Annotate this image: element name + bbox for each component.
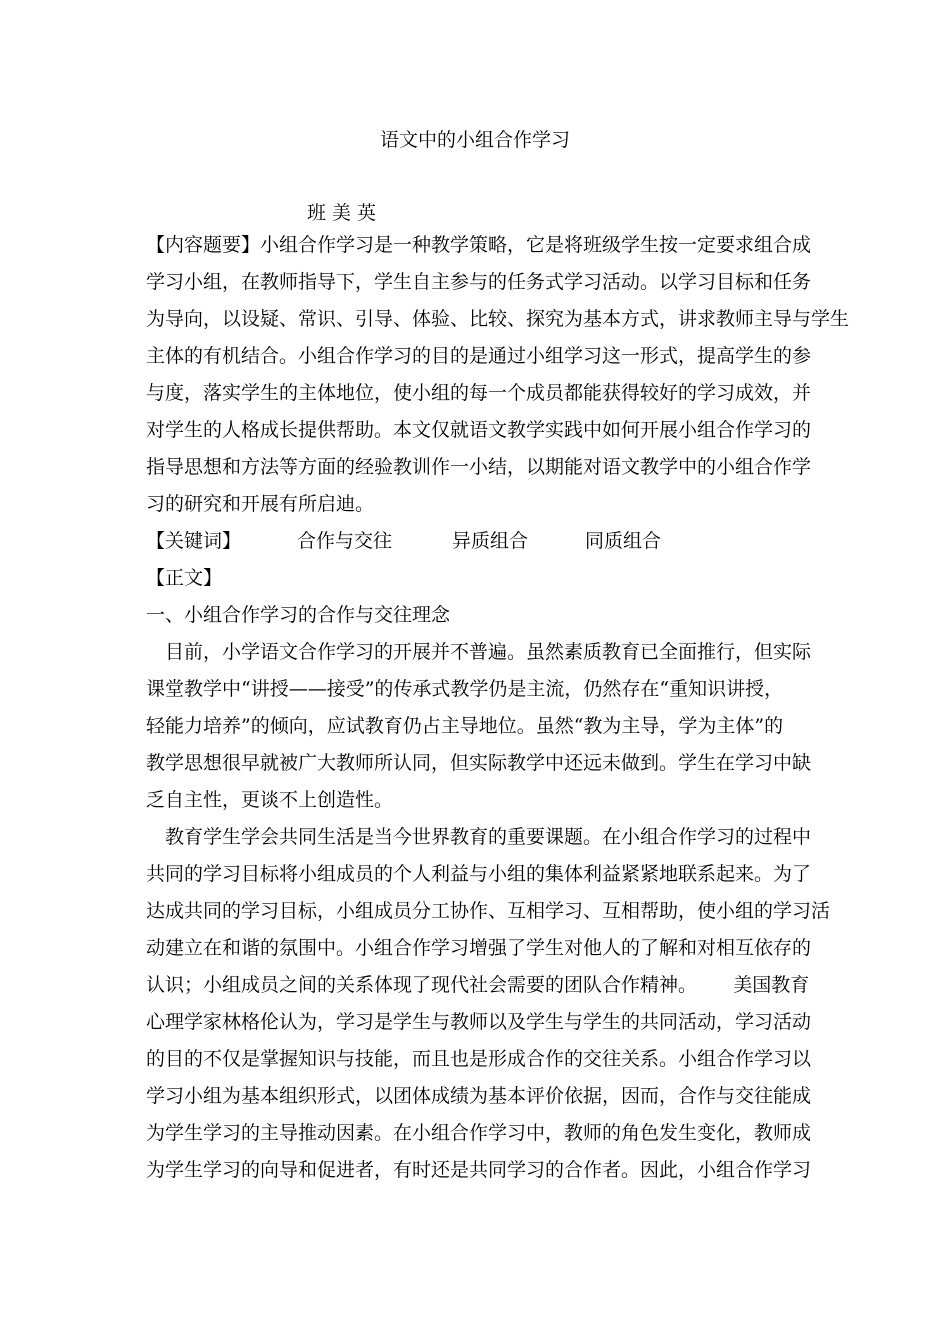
keywords-label: 【关键词】	[146, 530, 242, 552]
paragraph-line: 为学生学习的向导和促进者，有时还是共同学习的合作者。因此，小组合作学习	[146, 1159, 812, 1181]
paragraph-line: 认识；小组成员之间的关系体现了现代社会需要的团队合作精神。 美国教育	[146, 974, 810, 996]
abstract-line: 对学生的人格成长提供帮助。本文仅就语文教学实践中如何开展小组合作学习的	[146, 419, 812, 441]
paragraph-line: 达成共同的学习目标，小组成员分工协作、互相学习、互相帮助，使小组的学习活	[146, 900, 831, 922]
paragraph-line: 学习小组为基本组织形式，以团体成绩为基本评价依据，因而，合作与交往能成	[146, 1085, 812, 1107]
paragraph-line: 共同的学习目标将小组成员的个人利益与小组的集体利益紧紧地联系起来。为了	[146, 863, 812, 885]
paragraph-line: 教学思想很早就被广大教师所认同，但实际教学中还远未做到。学生在学习中缺	[146, 752, 812, 774]
abstract-line: 主体的有机结合。小组合作学习的目的是通过小组学习这一形式，提高学生的参	[146, 345, 812, 367]
keyword-item: 异质组合	[452, 530, 529, 552]
paragraph-line: 乏自主性，更谈不上创造性。	[146, 789, 394, 811]
paragraph-line: 的目的不仅是掌握知识与技能，而且也是形成合作的交往关系。小组合作学习以	[146, 1048, 812, 1070]
body-label: 【正文】	[146, 567, 223, 589]
abstract-line: 为导向，以设疑、常识、引导、体验、比较、探究为基本方式，讲求教师主导与学生	[146, 308, 850, 330]
abstract-line: 学习小组，在教师指导下，学生自主参与的任务式学习活动。以学习目标和任务	[146, 271, 812, 293]
abstract-line: 【内容题要】小组合作学习是一种教学策略，它是将班级学生按一定要求组合成	[146, 234, 812, 256]
paragraph-line: 轻能力培养”的倾向，应试教育仍占主导地位。虽然“教为主导，学为主体”的	[146, 715, 784, 737]
paragraph-line: 动建立在和谐的氛围中。小组合作学习增强了学生对他人的了解和对相互依存的	[146, 937, 812, 959]
keyword-item: 合作与交往	[297, 530, 393, 552]
paragraph-line: 心理学家林格伦认为，学习是学生与教师以及学生与学生的共同活动，学习活动	[146, 1011, 812, 1033]
abstract-line: 指导思想和方法等方面的经验教训作一小结，以期能对语文教学中的小组合作学	[146, 456, 812, 478]
paragraph-line: 为学生学习的主导推动因素。在小组合作学习中，教师的角色发生变化，教师成	[146, 1122, 812, 1144]
section-heading: 一、小组合作学习的合作与交往理念	[146, 604, 451, 626]
paragraph-line: 课堂教学中“讲授——接受”的传承式教学仍是主流，仍然存在“重知识讲授，	[146, 678, 784, 700]
abstract-line: 与度，落实学生的主体地位，使小组的每一个成员都能获得较好的学习成效，并	[146, 382, 812, 404]
paragraph-line: 教育学生学会共同生活是当今世界教育的重要课题。在小组合作学习的过程中	[165, 826, 812, 848]
abstract-line: 习的研究和开展有所启迪。	[146, 493, 375, 515]
author-name: 班美英	[307, 202, 383, 224]
paragraph-line: 目前，小学语文合作学习的开展并不普遍。虽然素质教育已全面推行，但实际	[165, 641, 812, 663]
keyword-item: 同质组合	[585, 530, 662, 552]
page-title: 语文中的小组合作学习	[379, 129, 570, 151]
